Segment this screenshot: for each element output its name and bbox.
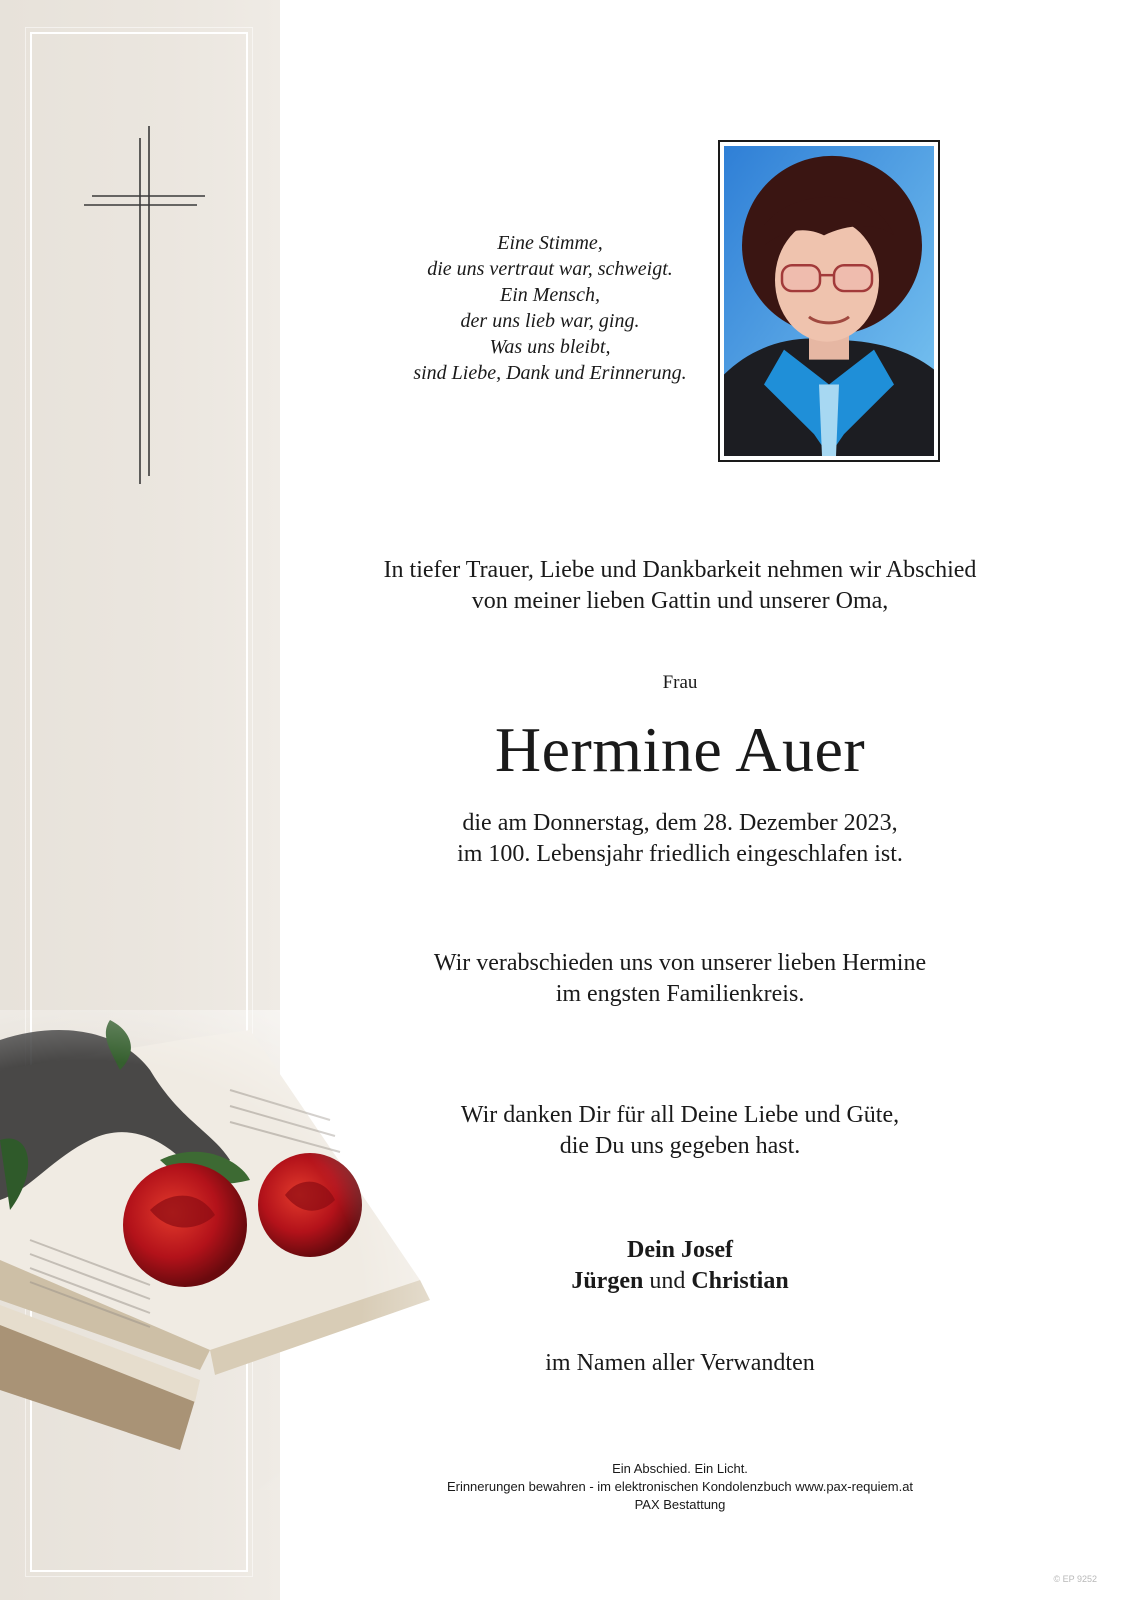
- poem-line: die uns vertraut war, schweigt.: [427, 258, 673, 280]
- poem-line: Eine Stimme,: [497, 232, 603, 254]
- poem-line: der uns lieb war, ging.: [460, 310, 640, 332]
- signer-name: Dein Josef: [627, 1237, 733, 1263]
- signer-conjunction: und: [649, 1268, 686, 1294]
- signers: [300, 1235, 1060, 1297]
- signer-line: [300, 1266, 1060, 1297]
- thanks-line: Wir danken Dir für all Deine Liebe und Güte,: [460, 1102, 900, 1128]
- date-line: im 100. Lebensjahr friedlich eingeschlafen ist.: [457, 841, 903, 867]
- footer: [300, 1460, 1060, 1514]
- portrait-frame: [718, 140, 940, 462]
- thanks-line: die Du uns gegeben hast.: [559, 1133, 801, 1159]
- date-line: die am Donnerstag, dem 28. Dezember 2023,: [462, 810, 898, 836]
- poem-line: sind Liebe, Dank und Erinnerung.: [413, 362, 687, 384]
- template-code: © EP 9252: [1053, 1574, 1097, 1584]
- farewell-text: [300, 948, 1060, 1010]
- thanks-text: [300, 1100, 1060, 1162]
- signer-name: Jürgen: [571, 1268, 644, 1294]
- cross-icon: [80, 124, 215, 494]
- signer-line: [300, 1235, 1060, 1266]
- poem-line: Ein Mensch,: [500, 284, 600, 306]
- death-date-text: [300, 808, 1060, 870]
- salutation: Frau: [662, 672, 698, 693]
- farewell-line: im engsten Familienkreis.: [555, 981, 805, 1007]
- farewell-line: Wir verabschieden uns von unserer lieben Hermine: [433, 950, 927, 976]
- relatives-text: im Namen aller Verwandten: [545, 1350, 815, 1376]
- footer-line: PAX Bestattung: [634, 1497, 726, 1512]
- portrait-photo: [724, 146, 934, 456]
- footer-line: Erinnerungen bewahren - im elektronischen Kondolenzbuch www.pax-requiem.at: [446, 1479, 914, 1494]
- poem: [370, 230, 730, 386]
- intro-text: [300, 555, 1060, 617]
- intro-line: von meiner lieben Gattin und unserer Oma,: [471, 588, 889, 614]
- footer-line: Ein Abschied. Ein Licht.: [612, 1461, 748, 1476]
- poem-line: Was uns bleibt,: [489, 336, 611, 358]
- deceased-name: Hermine Auer: [494, 714, 866, 785]
- intro-line: In tiefer Trauer, Liebe und Dankbarkeit nehmen wir Abschied: [383, 557, 977, 583]
- signer-name: Christian: [691, 1268, 789, 1294]
